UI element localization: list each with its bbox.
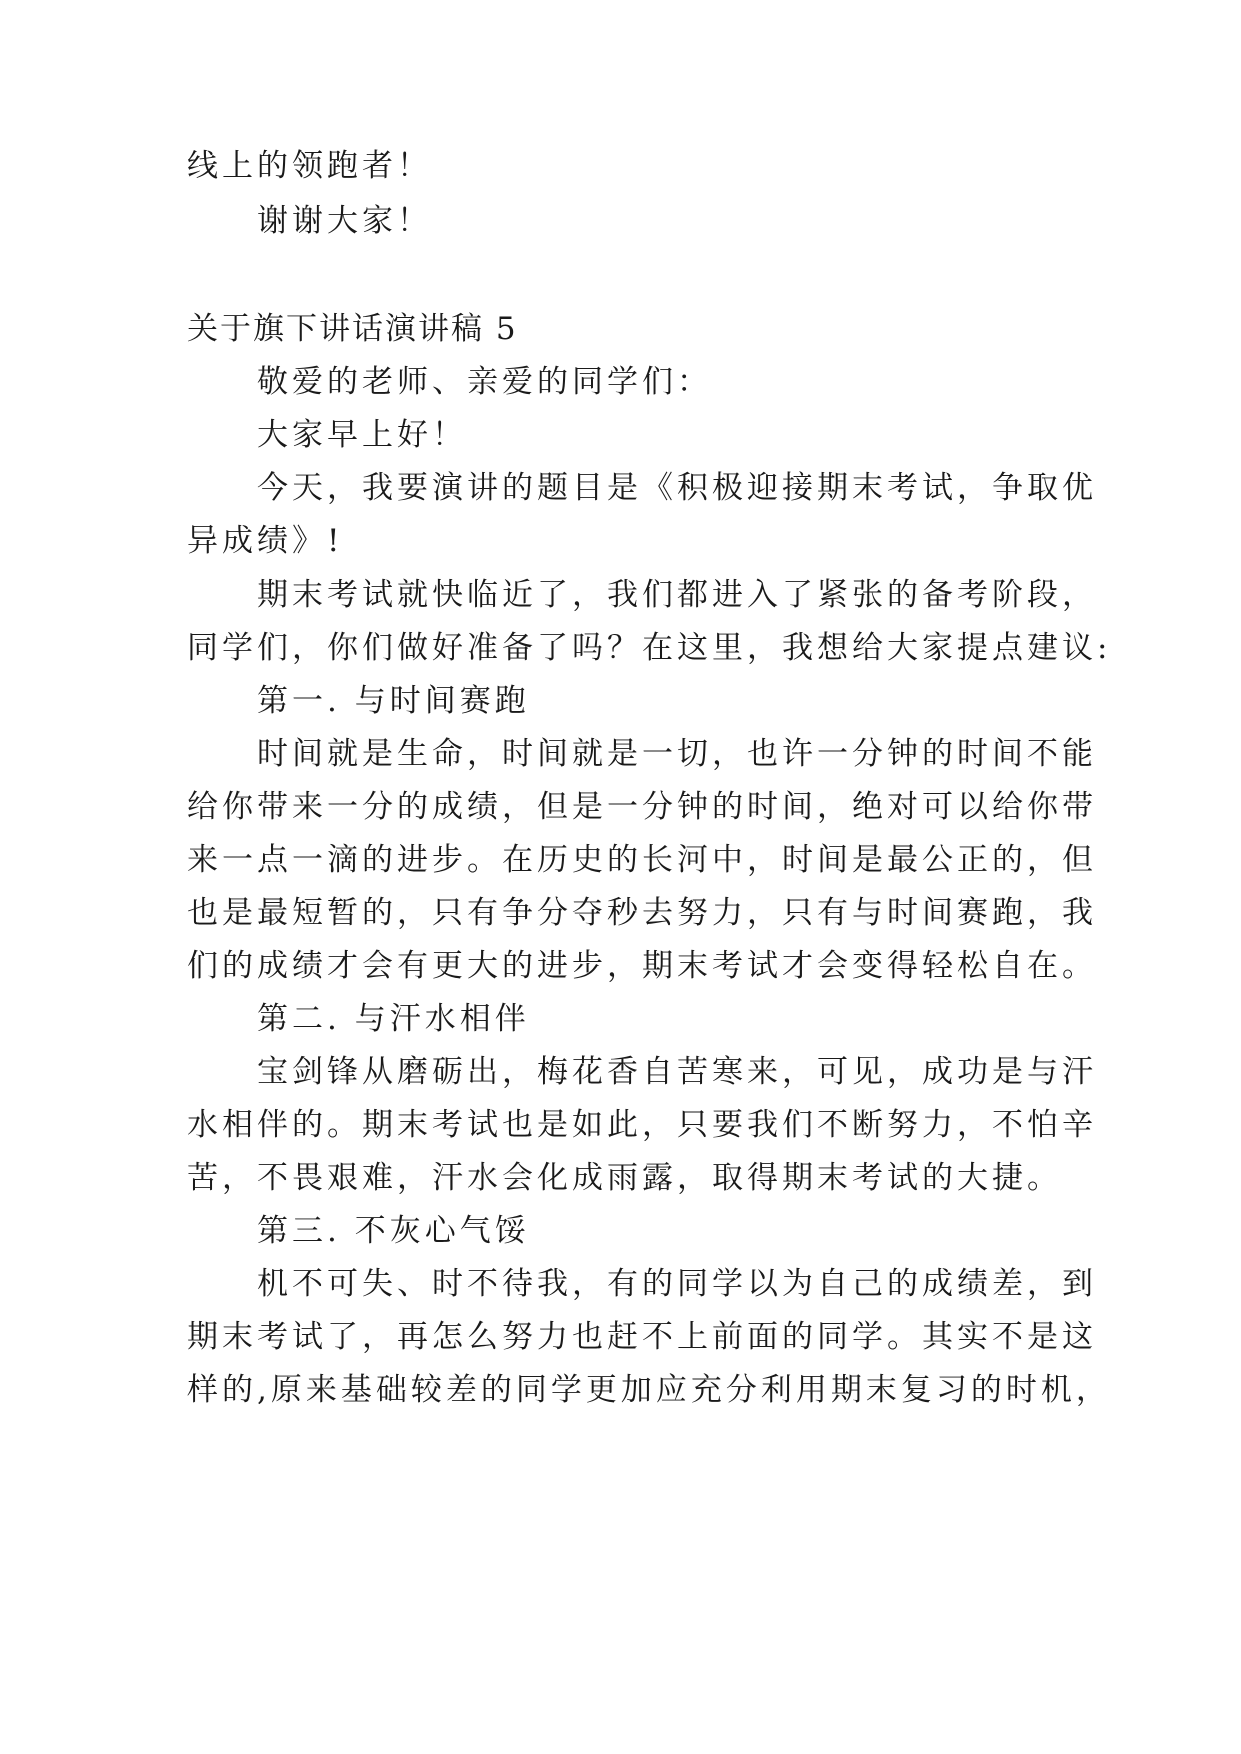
text-line: 给你带来一分的成绩，但是一分钟的时间，绝对可以给你带 (187, 789, 1097, 825)
text-line: 机不可失、时不待我，有的同学以为自己的成绩差，到 (257, 1266, 1097, 1302)
section-title: 关于旗下讲话演讲稿 5 (187, 311, 518, 347)
text-line: 期末考试就快临近了，我们都进入了紧张的备考阶段， (257, 577, 1097, 613)
text-line: 今天，我要演讲的题目是《积极迎接期末考试，争取优 (257, 470, 1097, 506)
text-line: 第一. 与时间赛跑 (257, 683, 530, 719)
text-line: 第二. 与汗水相伴 (257, 1001, 530, 1037)
text-line: 期末考试了，再怎么努力也赶不上前面的同学。其实不是这 (187, 1319, 1097, 1355)
text-line: 谢谢大家！ (257, 203, 432, 239)
text-line: 异成绩》! (187, 523, 344, 559)
text-line: 敬爱的老师、亲爱的同学们： (257, 364, 712, 400)
text-line: 大家早上好！ (257, 417, 467, 453)
text-line: 第三. 不灰心气馁 (257, 1213, 530, 1249)
text-line: 样的,原来基础较差的同学更加应充分利用期末复习的时机， (187, 1372, 1111, 1408)
text-line: 同学们，你们做好准备了吗？在这里，我想给大家提点建议: (187, 630, 1112, 666)
text-line: 也是最短暂的，只有争分夺秒去努力，只有与时间赛跑，我 (187, 895, 1097, 931)
text-line: 们的成绩才会有更大的进步，期末考试才会变得轻松自在。 (187, 948, 1097, 984)
text-line: 宝剑锋从磨砺出，梅花香自苦寒来，可见，成功是与汗 (257, 1054, 1097, 1090)
text-line: 时间就是生命，时间就是一切，也许一分钟的时间不能 (257, 736, 1097, 772)
text-line: 线上的领跑者！ (187, 148, 432, 184)
text-line: 苦，不畏艰难，汗水会化成雨露，取得期末考试的大捷。 (187, 1160, 1062, 1196)
text-line: 水相伴的。期末考试也是如此，只要我们不断努力，不怕辛 (187, 1107, 1097, 1143)
text-line: 来一点一滴的进步。在历史的长河中，时间是最公正的，但 (187, 842, 1097, 878)
